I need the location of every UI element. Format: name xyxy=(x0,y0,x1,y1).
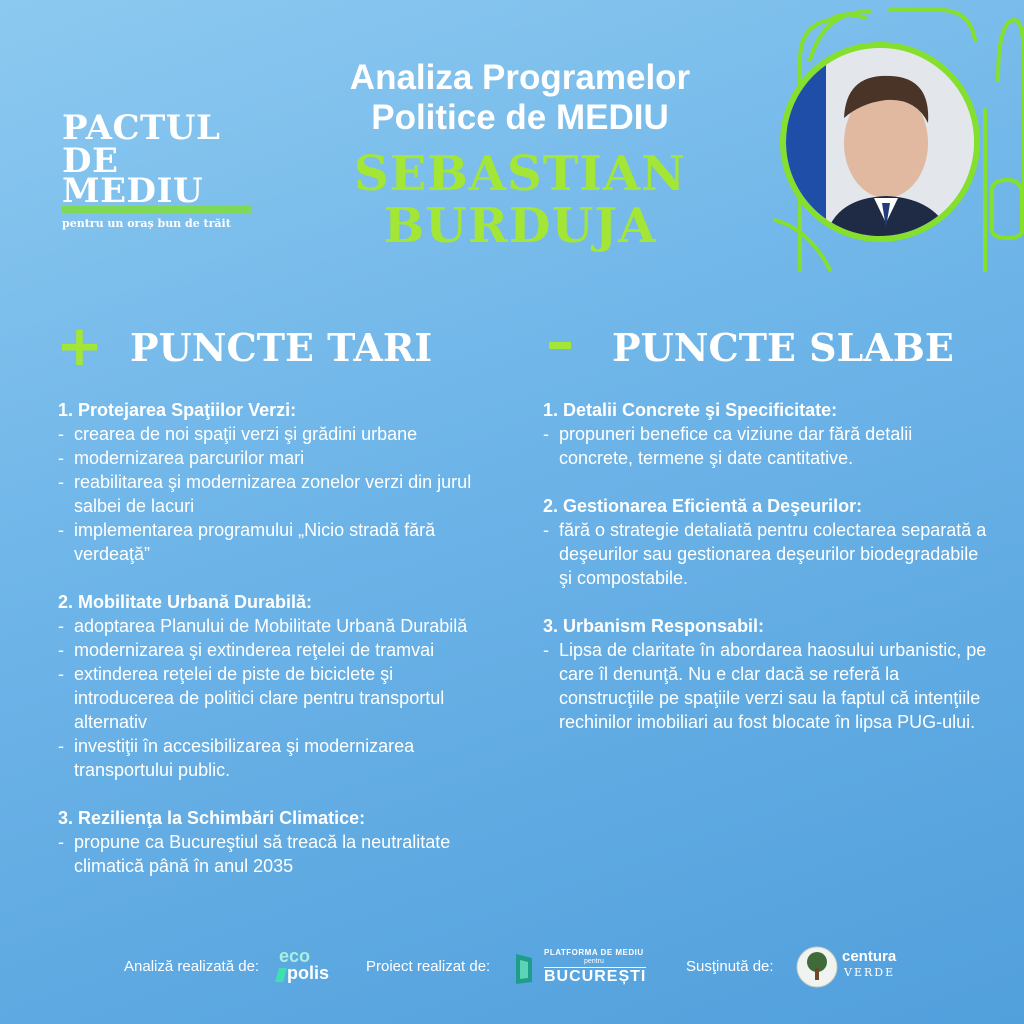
support-label: Susţinută de: xyxy=(686,958,774,975)
title-line2: Politice de MEDIU xyxy=(371,98,669,137)
strengths-heading: PUNCTE TARI xyxy=(130,325,433,370)
ecopolis-logo: eco polis xyxy=(279,948,349,988)
section-title: 2. Mobilitate Urbană Durabilă: xyxy=(58,592,313,612)
list-item: - modernizarea parcurilor mari xyxy=(58,448,305,468)
plus-icon: + xyxy=(56,314,103,379)
logo-line1: PACTUL xyxy=(62,108,221,148)
logo-tagline: pentru un oraș bun de trăit xyxy=(62,217,231,230)
strength-section xyxy=(58,590,498,782)
portrait-illustration xyxy=(786,48,974,236)
list-item: - extinderea reţelei de piste de biciclete şi introducerea de politici clare pentru transportul alternativ xyxy=(58,664,445,732)
list-item: - propune ca Bucureştiul să treacă la neutralitate climatică până în anul 2035 xyxy=(58,832,451,876)
list-item: - adoptarea Planului de Mobilitate Urbană Durabilă xyxy=(58,616,468,636)
weaknesses-heading: PUNCTE SLABE xyxy=(612,325,954,370)
strengths-column xyxy=(58,398,498,902)
weaknesses-column xyxy=(543,398,988,758)
strength-section xyxy=(58,806,498,878)
list-item: - modernizarea şi extinderea reţelei de tramvai xyxy=(58,640,435,660)
page-title xyxy=(270,58,770,138)
list-item: - implementarea programului „Nicio stradă fără verdeaţă” xyxy=(58,520,436,564)
weakness-section xyxy=(543,398,988,470)
list-item: - fără o strategie detaliată pentru colectarea separată a deşeurilor sau gestionarea deşeurilor biodegradabile şi compostabile. xyxy=(543,520,987,588)
name-line1: SEBASTIAN xyxy=(353,146,686,202)
name-line2: BURDUJA xyxy=(383,198,657,254)
list-item: - crearea de noi spaţii verzi şi grădini urbane xyxy=(58,424,418,444)
weakness-section xyxy=(543,494,988,590)
list-item: - Lipsa de claritate în abordarea haosului urbanistic, pe care îl denunţă. Nu e clar dacă se referă la construcţiile pe spaţiile verzi sau la faptul că intenţiile rechinilor imobiliari au fost blocate în lipsa PUG-ului. xyxy=(543,640,987,732)
list-item: - reabilitarea şi modernizarea zonelor verzi din jurul salbei de lacuri xyxy=(58,472,472,516)
centura-verde-logo: centura VERDE xyxy=(796,944,916,990)
candidate-name xyxy=(270,148,770,252)
section-title: 1. Protejarea Spaţiilor Verzi: xyxy=(58,400,297,420)
weakness-section xyxy=(543,614,988,734)
platforma-bucuresti-logo: PLATFORMA DE MEDIU pentru BUCUREȘTI xyxy=(512,946,662,990)
section-title: 3. Rezilienţa la Schimbări Climatice: xyxy=(58,808,366,828)
list-item: - propuneri benefice ca viziune dar fără detalii concrete, termene şi date cantitative. xyxy=(543,424,913,468)
strength-section xyxy=(58,398,498,566)
logo-line2: DE MEDIU xyxy=(62,146,252,213)
list-item: - investiţii în accesibilizarea şi modernizarea transportului public. xyxy=(58,736,415,780)
pactul-de-mediu-logo xyxy=(62,110,252,230)
title-line1: Analiza Programelor xyxy=(349,58,691,97)
minus-icon: – xyxy=(546,310,574,375)
project-label: Proiect realizat de: xyxy=(366,958,491,975)
footer-credits xyxy=(0,944,1024,994)
section-title: 1. Detalii Concrete şi Specificitate: xyxy=(543,400,838,420)
section-title: 3. Urbanism Responsabil: xyxy=(543,616,765,636)
section-title: 2. Gestionarea Eficientă a Deşeurilor: xyxy=(543,496,863,516)
leaf-icon xyxy=(512,952,536,986)
analysis-label: Analiză realizată de: xyxy=(124,958,260,975)
tree-icon xyxy=(796,946,838,988)
candidate-portrait xyxy=(780,42,980,242)
